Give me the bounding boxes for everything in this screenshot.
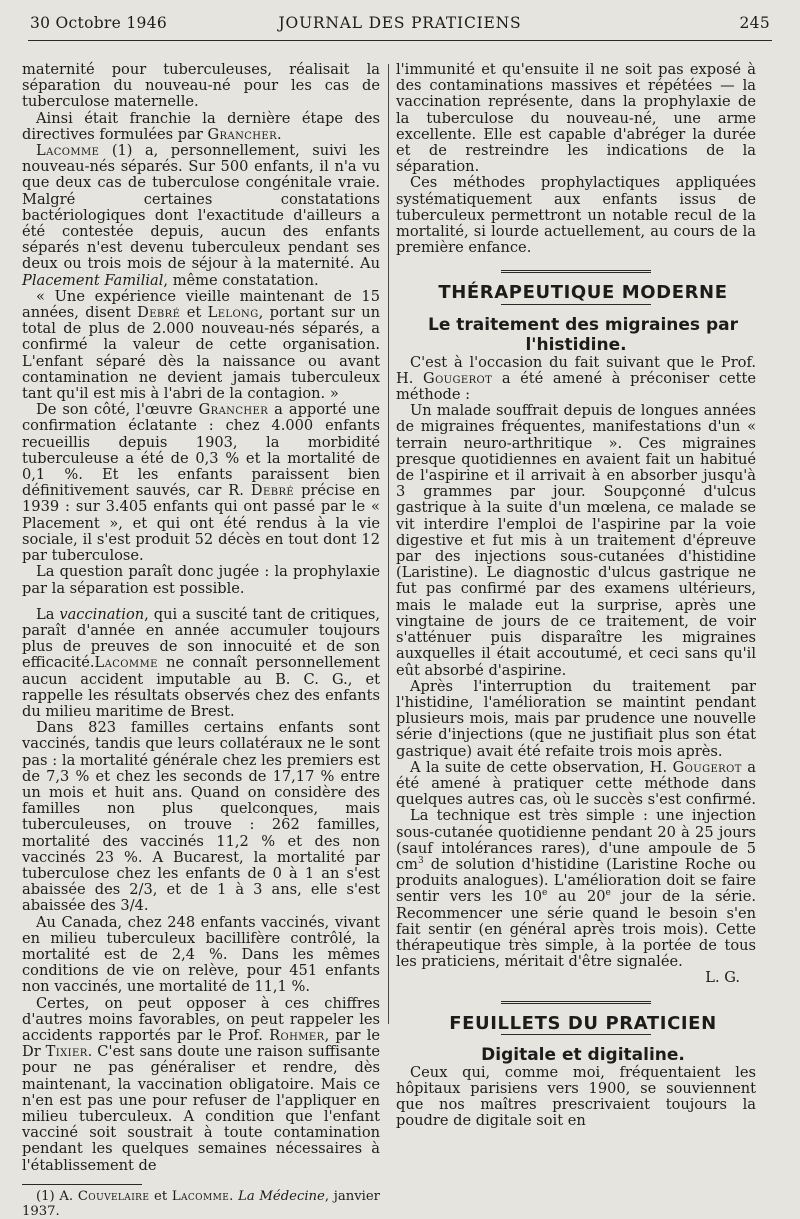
footnote: (1) A. Couvelaire et Lacomme. La Médecine, janvier 1937. <box>22 1188 380 1219</box>
header-rule <box>28 40 772 41</box>
paragraph: La question paraît donc jugée : la prophylaxie par la séparation est possible. <box>22 563 380 597</box>
heading-rule <box>501 304 651 305</box>
section-heading: FEUILLETS DU PRATICIEN <box>449 1012 717 1034</box>
author-name: Grancher <box>207 125 278 143</box>
article-signature: L. G. <box>705 969 740 987</box>
paragraph: A la suite de cette observation, H. Gougerot a été amené à pratiquer cette méthode dans quelques autres cas, où le succès s'est confirmé. <box>396 758 756 809</box>
author-name: Lacomme <box>94 654 158 672</box>
paragraph: Certes, on peut opposer à ces chiffres d'autres moins favorables, on peut rappeler les accidents rapportés par le Prof. Rohmer, par le Dr Tixier. C'est sans doute une raison suffisante pour ne pas généraliser et rendre, dès maintenant, la vaccination obligatoire. Mais ce n'en est pas une pour refuser de l'appliquer en milieu tuberculeux. A condition que l'enfant vacciné soit soustrait à toute contamination pendant les quelques semaines nécessaires à l'établissement de <box>22 994 380 1174</box>
page-number: 245 <box>739 14 770 32</box>
paragraph: La technique est très simple : une injection sous-cutanée quotidienne pendant 20 à 25 jours (sauf intolérances rares), d'une ampoule de 5 $cm^3$ de solution d'histidine (Laristine Roche ou produits analogues). L'amélioration doit se faire sentir vers les 10e au 20e jour de la série. Recommencer une série quand le besoin s'en fait sentir (en général après trois mois). Cette thérapeutique très simple, à la portée de tous les praticiens, méritait d'être signalée. <box>396 807 756 971</box>
paragraph: La vaccination, qui a suscité tant de critiques, paraît d'année en année accumuler toujours plus de preuves de son innocuité et de son efficacité.Lacomme ne connaît personnellement aucun accident imputable au B. C. G., et rappelle les résultats observés chez des enfants du milieu maritime de Brest. <box>22 605 381 720</box>
author-name: Debré <box>250 482 295 500</box>
article-title: Le traitement des migraines par l'histidine. <box>428 314 738 355</box>
paragraph: Un malade souffrait depuis de longues années de migraines fréquentes, manifestations d'un « terrain neuro-arthritique ». Ces migraines presque quotidiennes en avaient fait un habitué de l'aspirine et il arrivait à en absorber jusqu'à 3 grammes par jour. Soupçonné d'ulcus gastrique à la suite d'un mœlena, ce malade se vit interdire l'emploi de l'aspirine par la voie digestive et fut mis à un traitement d'épreuve par des injections sous-cutanées d'histidine (Laristine). Le diagnostic d'ulcus gastrique ne fut pas confirmé par des examens ultérieurs, mais le malade eut la surprise, après une vingtaine de jours de ce traitement, de voir s'atténuer puis disparaître les migraines auxquelles il était accoutumé, et ceci sans qu'il eût absorbé d'aspirine. <box>396 402 756 679</box>
paragraph: l'immunité et qu'ensuite il ne soit pas exposé à des contaminations massives et répétées — la vaccination représente, dans la prophylaxie de la tuberculose du nouveau-né, une arme excellente. Elle est capable d'abréger la durée et de restreindre les indications de la séparation. <box>396 61 756 176</box>
running-header <box>30 14 770 42</box>
section-rule <box>501 270 651 275</box>
heading-rule <box>501 1034 651 1035</box>
article-title: Digitale et digitaline. <box>481 1044 685 1065</box>
author-name: Rohmer <box>269 1026 325 1044</box>
paragraph: Ces méthodes prophylactiques appliquées systématiquement aux enfants issus de tuberculeux permettront un notable recul de la mortalité, si lourde actuellement, au cours de la première enfance. <box>396 174 756 257</box>
section-rule <box>501 1001 651 1006</box>
paragraph: Ainsi était franchie la dernière étape des directives formulées par Grancher. <box>22 109 380 143</box>
column-divider <box>388 64 389 1024</box>
paragraph: De son côté, l'œuvre Grancher a apporté une confirmation éclatante : chez 4.000 enfants recueillis depuis 1903, la morbidité tuberculeuse a été de 0,3 % et la mortalité de 0,1 %. Et les enfants paraissent bien définitivement sauvés, car R. Debré précise en 1939 : sur 3.405 enfants qui ont passé par le « Placement », et qui ont été rendus à la vie sociale, il s'est produit 52 décès en tout dont 12 par tuberculose. <box>22 401 380 565</box>
paragraph: Au Canada, chez 248 enfants vaccinés, vivant en milieu tuberculeux bacillifère contrôlé, la mortalité est de 2,4 %. Dans les mêmes conditions de vie on relève, pour 451 enfants non vaccinés, une mortalité de 11,1 %. <box>22 913 380 996</box>
left-column <box>22 62 380 1219</box>
issue-date: 30 Octobre 1946 <box>30 14 167 32</box>
paragraph: maternité pour tuberculeuses, réalisait la séparation du nouveau-né pour les cas de tuberculose maternelle. <box>22 61 380 111</box>
right-column <box>396 62 756 1130</box>
journal-title: JOURNAL DES PRATICIENS <box>278 14 522 32</box>
paragraph: Ceux qui, comme moi, fréquentaient les hôpitaux parisiens vers 1900, se souviennent que nos maîtres prescrivaient toujours la poudre de digitale soit en <box>396 1063 756 1130</box>
paragraph: Après l'interruption du traitement par l'histidine, l'amélioration se maintint pendant plusieurs mois, mais par prudence une nouvelle série d'injections (que ne justifiait plus son état gastrique) avait été refaite trois mois après. <box>396 677 756 760</box>
paragraph: Lacomme (1) a, personnellement, suivi les nouveau-nés séparés. Sur 500 enfants, il n'a vu que deux cas de tuberculose congénitale vraie. Malgré certaines constatations bactériologiques dont l'exactitude d'ailleurs a été contestée depuis, aucun des enfants séparés n'est devenu tuberculeux pendant ses deux ou trois mois de séjour à la maternité. Au Placement Familial, même constatation. <box>22 142 380 289</box>
author-name: Lelong <box>207 304 259 322</box>
section-heading: THÉRAPEUTIQUE MODERNE <box>438 282 728 304</box>
paragraph: C'est à l'occasion du fait suivant que le Prof. H. Gougerot a été amené à préconiser cette méthode : <box>396 353 757 404</box>
footnote-rule <box>22 1184 142 1185</box>
author-name: Gougerot <box>672 758 742 776</box>
author-name: Lacomme <box>36 142 100 160</box>
author-name: Tixier <box>45 1043 88 1061</box>
paragraph: Dans 823 familles certains enfants sont vaccinés, tandis que leurs collatéraux ne le sont pas : la mortalité générale chez les premiers est de 7,3 % et chez les seconds de 17,17 % entre un mois et huit ans. Quand on considère des familles non plus quelconques, mais tuberculeuses, on trouve : 262 familles, mortalité des vaccinés 11,2 % et des non vaccinés 23 %. A Bucarest, la mortalité par tuberculose chez les enfants de 0 à 1 an s'est abaissée des 2/3, et de 1 à 3 ans, elle s'est abaissée des 3/4. <box>22 719 380 915</box>
author-name: Grancher <box>198 401 269 419</box>
paragraph: « Une expérience vieille maintenant de 15 années, disent Debré et Lelong, portant sur un total de plus de 2.000 nouveau-nés séparés, a confirmé la valeur de cette organisation. L'enfant séparé dès la naissance ou avant contamination ne devient jamais tuberculeux tant qu'il est mis à l'abri de la contagion. » <box>22 287 381 403</box>
author-name: Gougerot <box>423 369 493 387</box>
author-name: Debré <box>137 304 181 322</box>
